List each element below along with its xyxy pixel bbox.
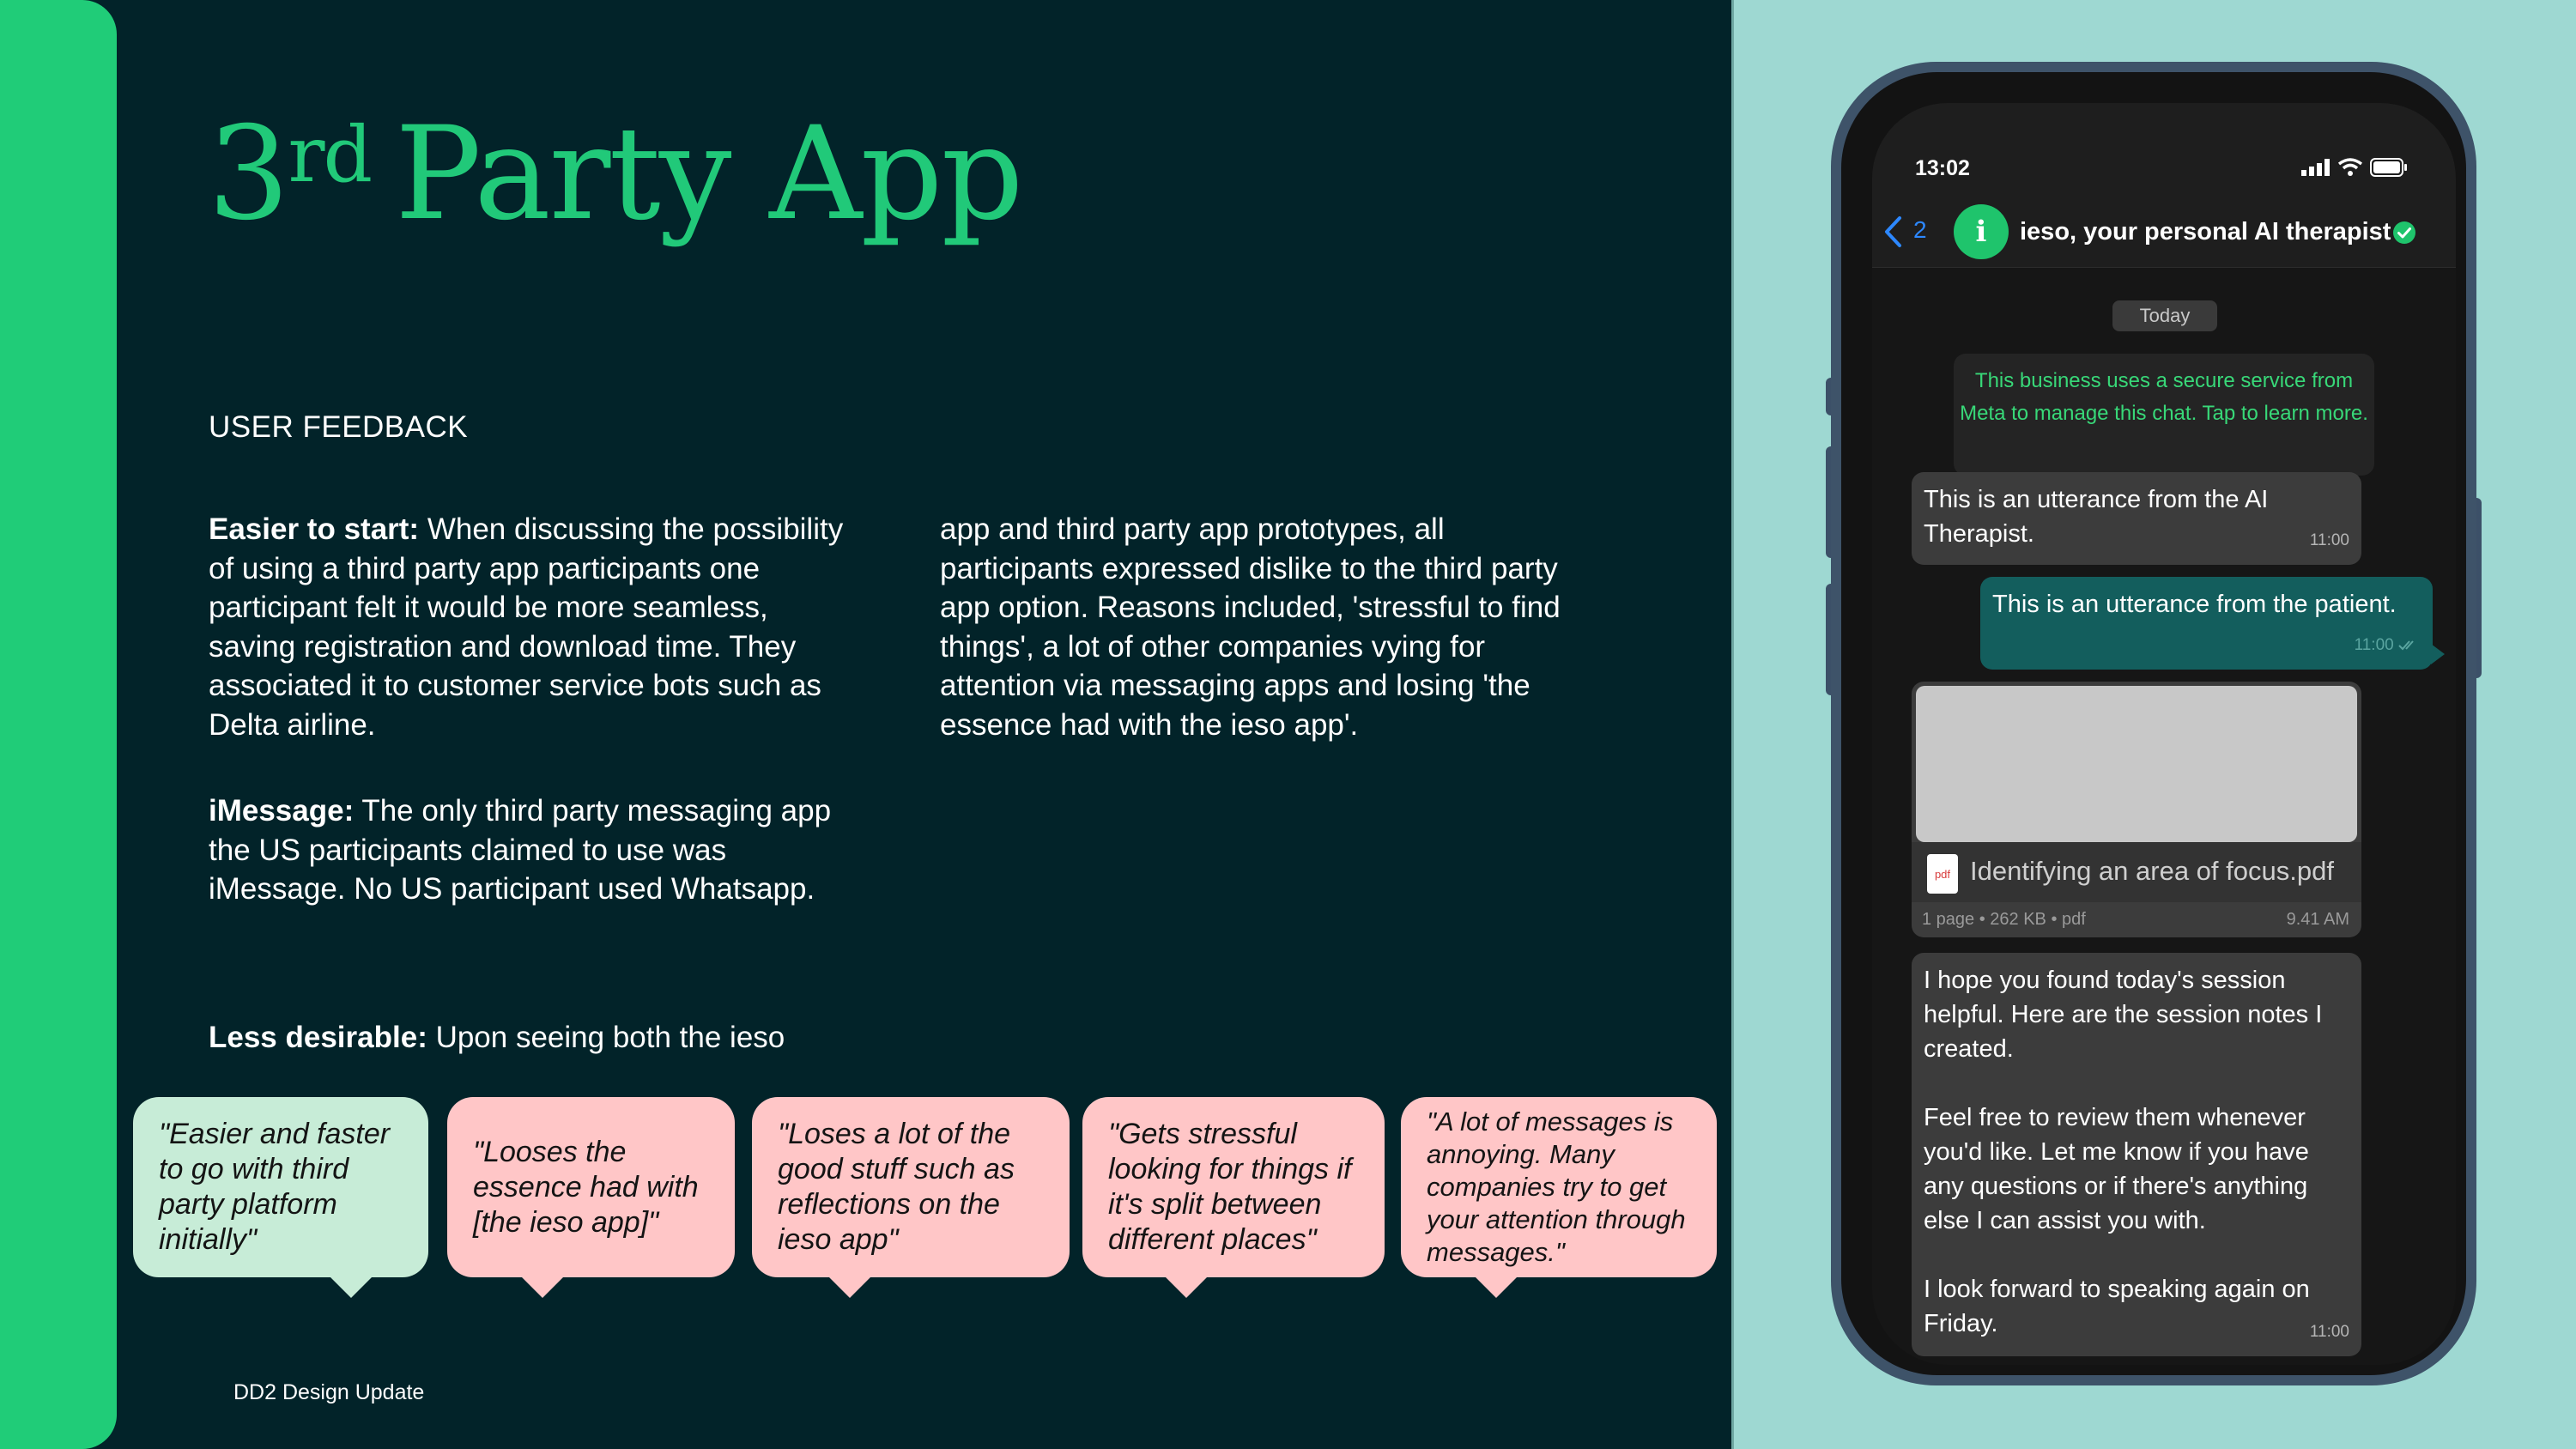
feedback-imessage: iMessage: The only third party messaging app the US participants claimed to use was iMessage. No US participant used Whatsapp. — [209, 794, 832, 906]
pdf-icon: pdf — [1927, 854, 1958, 894]
incoming-message[interactable] — [1912, 472, 2361, 565]
quote-bubble: "Easier and faster to go with third party platform initially" — [133, 1097, 428, 1277]
accent-bar — [0, 0, 117, 1449]
feedback-less-desirable-continued: app and third party app prototypes, all participants expressed dislike to the third party app option. Reasons included, 'stressful to find things', a lot of other companies vying for attention via messaging apps and losing 'the essence had with the ieso app'. — [940, 512, 1561, 742]
status-bar — [1872, 103, 2456, 197]
contact-name[interactable]: ieso, your personal AI therapist — [2020, 218, 2391, 246]
read-receipt-icon — [2398, 640, 2421, 652]
avatar[interactable]: i — [1954, 204, 2009, 259]
section-label: USER FEEDBACK — [209, 410, 469, 444]
phone-frame — [1831, 62, 2476, 1385]
date-separator: Today — [2112, 300, 2217, 331]
status-time: 13:02 — [1915, 156, 1970, 180]
message-text: This is an utterance from the patient. — [1992, 591, 2397, 618]
title-superscript: rd — [288, 110, 372, 200]
message-time: 9.41 AM — [2286, 910, 2349, 929]
document-name: Identifying an area of focus.pdf — [1970, 856, 2334, 886]
quote-bubble: "A lot of messages is annoying. Many companies try to get your attention through messages." — [1401, 1097, 1717, 1277]
slide-title: 3rd Party App — [208, 100, 1022, 249]
phone-screen — [1872, 103, 2456, 1365]
phone-bezel — [1841, 72, 2466, 1375]
message-text: I hope you found today's session helpful. Here are the session notes I created. Feel free to review them whenever you'd like. Let me know if you have any questions or if there's anything else I can assist you with. I look forward to speaking again on Friday. — [1924, 967, 2323, 1337]
signal-icon — [2301, 159, 2331, 176]
feedback-easier: Easier to start: When discussing the possibility of using a third party app participants one participant felt it would be more seamless, saving registration and download time. They associated it to customer service bots such as Delta airline. — [209, 512, 844, 742]
verified-icon — [2391, 220, 2417, 246]
battery-icon — [2370, 158, 2408, 177]
status-icons — [2301, 158, 2408, 177]
business-info-note[interactable]: This business uses a secure service from Meta to manage this chat. Tap to learn more. — [1954, 354, 2374, 476]
quote-bubble: "Looses the essence had with [the ieso app]" — [447, 1097, 735, 1277]
feedback-column-left — [209, 510, 861, 1104]
document-row[interactable] — [1912, 842, 2361, 902]
feedback-less-desirable: Less desirable: Upon seeing both the ieso — [209, 1020, 785, 1054]
back-unread-count[interactable]: 2 — [1913, 216, 1927, 243]
wifi-icon — [2337, 158, 2363, 177]
document-meta: 1 page • 262 KB • pdf — [1922, 910, 2086, 929]
slide-footer: DD2 Design Update — [233, 1380, 425, 1404]
quote-bubble: "Loses a lot of the good stuff such as reflections on the ieso app" — [752, 1097, 1070, 1277]
message-time: 11:00 — [2309, 531, 2349, 549]
incoming-message[interactable] — [1912, 953, 2361, 1356]
chat-header — [1872, 197, 2456, 268]
document-preview[interactable] — [1916, 686, 2357, 842]
back-chevron-icon[interactable] — [1882, 215, 1903, 249]
quote-bubble: "Gets stressful looking for things if it's split between different places" — [1082, 1097, 1385, 1277]
outgoing-message[interactable] — [1980, 577, 2433, 670]
message-time: 11:00 — [2355, 628, 2421, 663]
message-time: 11:00 — [2309, 1323, 2349, 1341]
message-text: This is an utterance from the AI Therapist. — [1924, 486, 2269, 548]
feedback-column-right — [940, 510, 1592, 744]
document-message[interactable] — [1912, 682, 2361, 937]
